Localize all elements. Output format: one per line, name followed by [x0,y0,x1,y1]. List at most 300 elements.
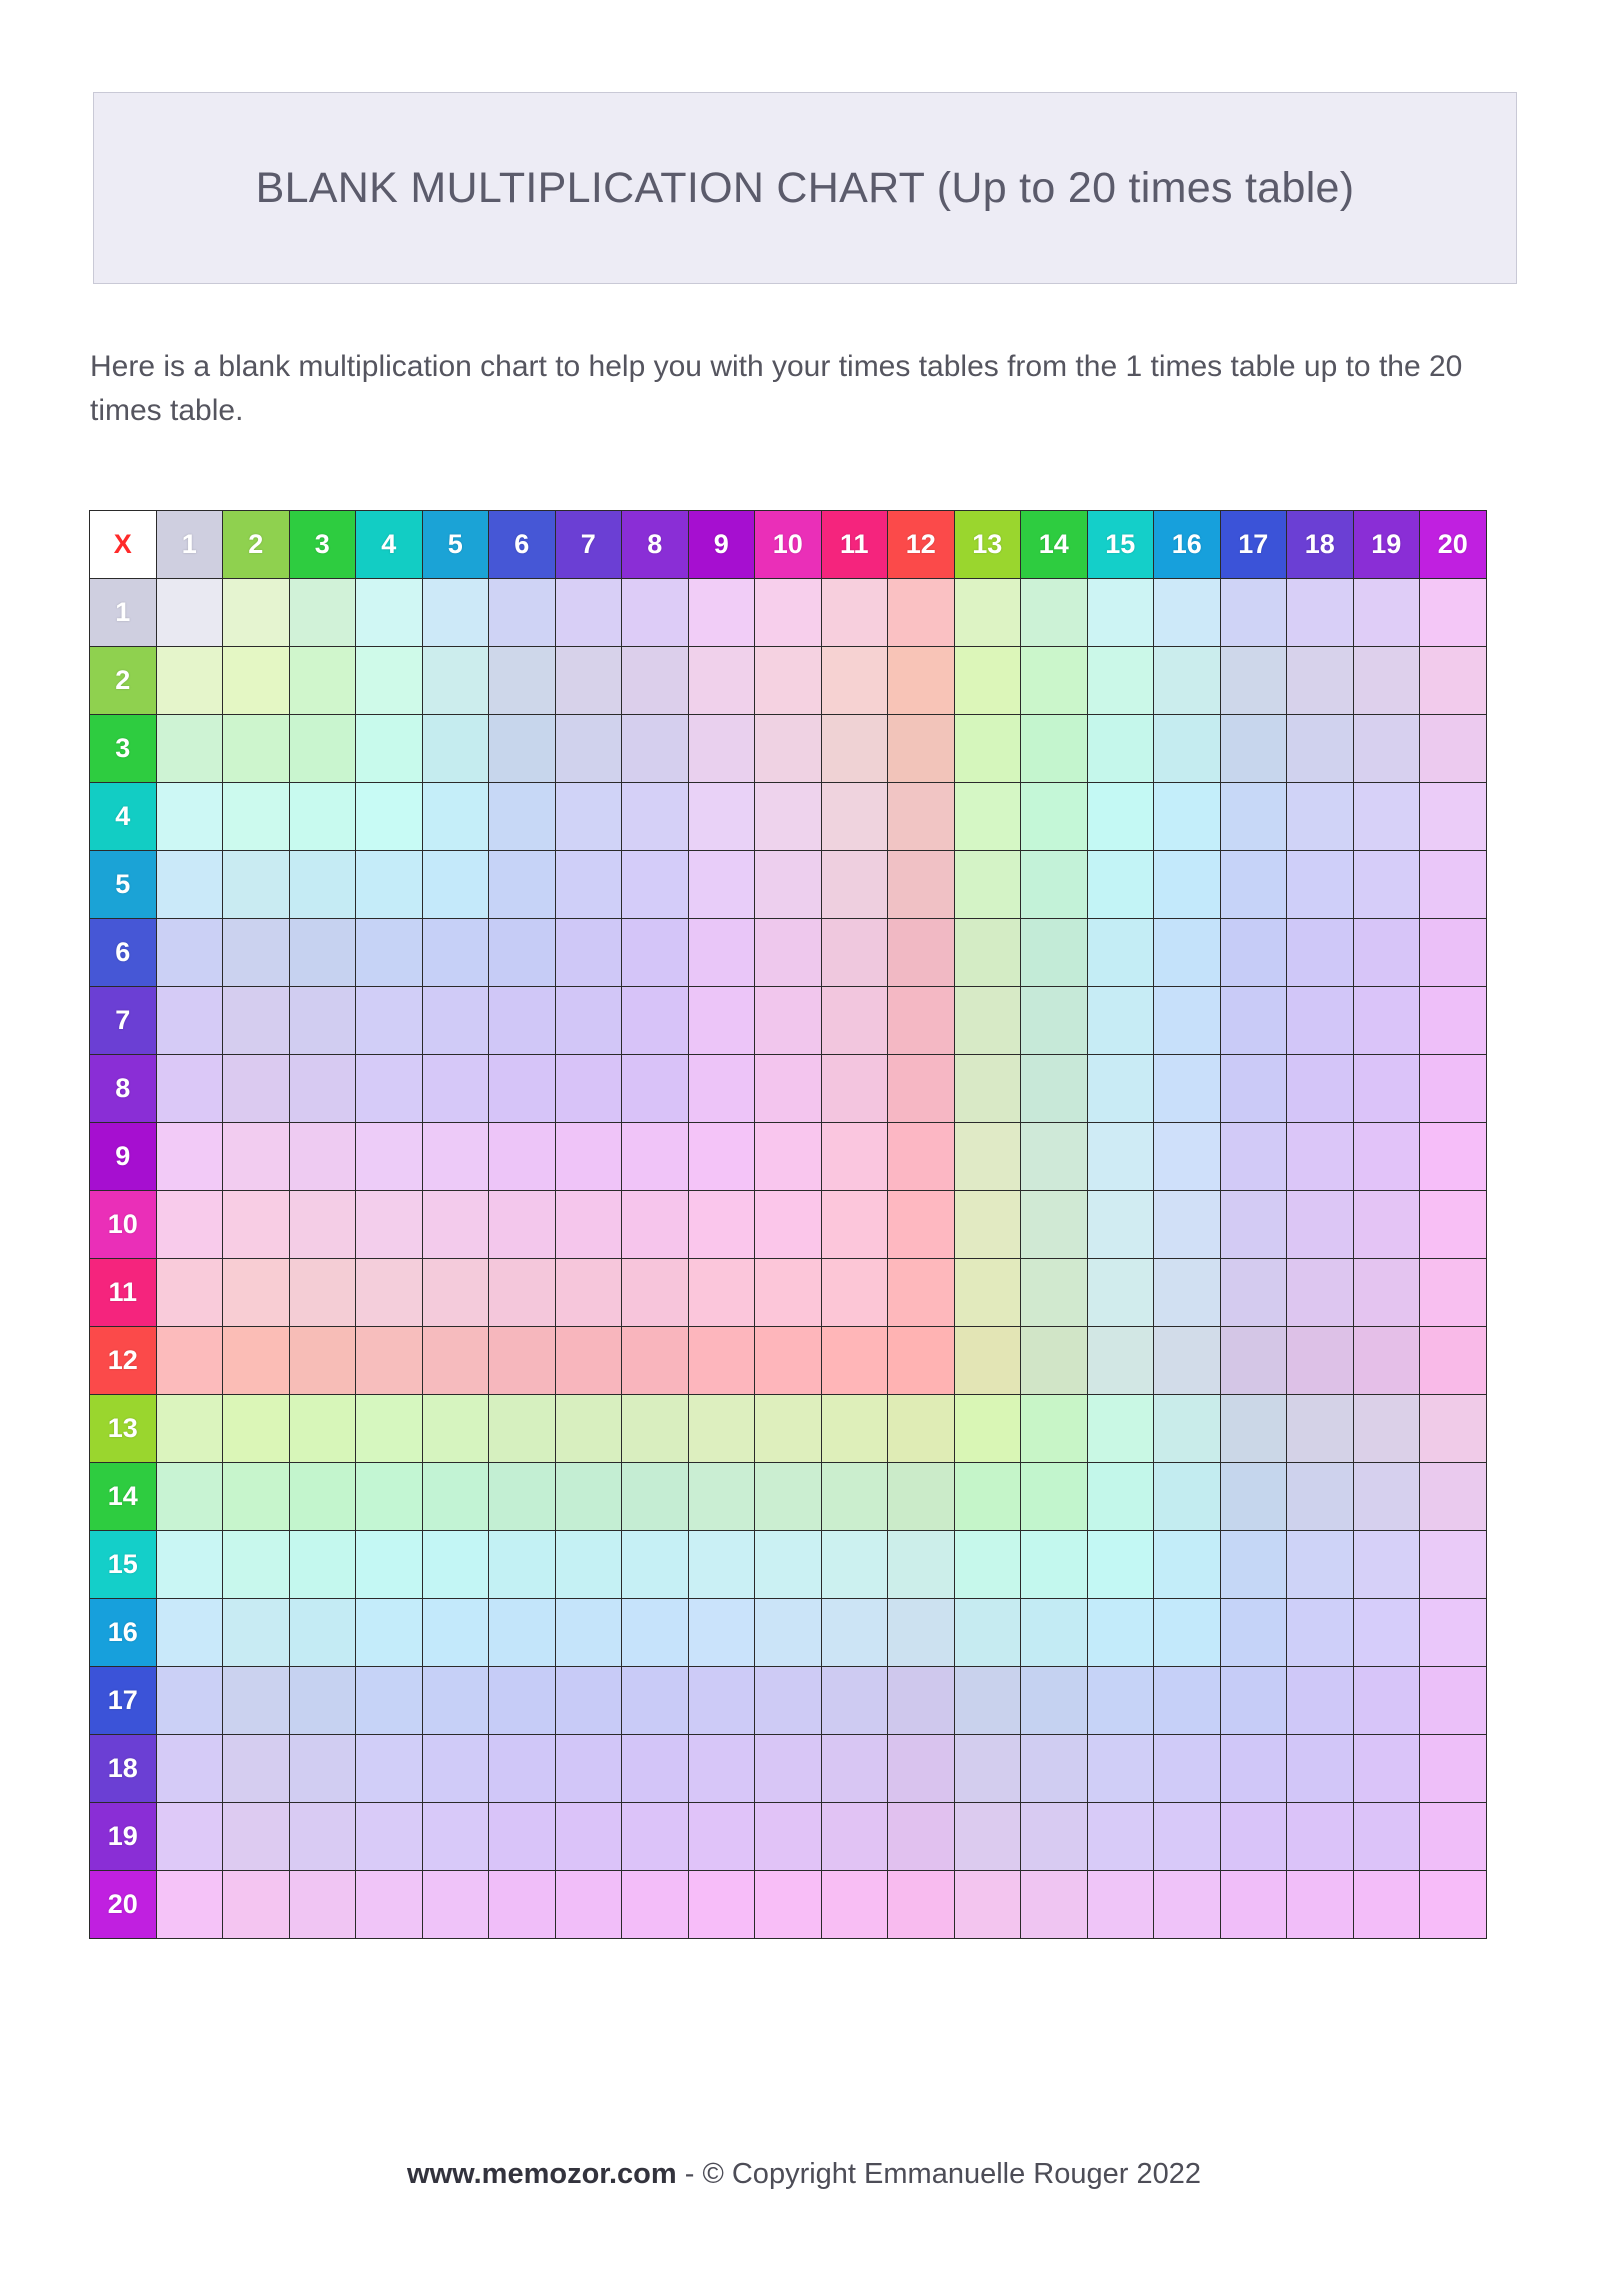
answer-cell-r14-c6[interactable] [489,1463,556,1531]
answer-cell-r9-c15[interactable] [1087,1123,1154,1191]
answer-cell-r2-c13[interactable] [954,647,1021,715]
answer-cell-r8-c10[interactable] [755,1055,822,1123]
answer-cell-r3-c16[interactable] [1154,715,1221,783]
answer-cell-r13-c15[interactable] [1087,1395,1154,1463]
answer-cell-r4-c1[interactable] [156,783,223,851]
answer-cell-r19-c17[interactable] [1220,1803,1287,1871]
answer-cell-r6-c16[interactable] [1154,919,1221,987]
answer-cell-r4-c6[interactable] [489,783,556,851]
answer-cell-r4-c3[interactable] [289,783,356,851]
answer-cell-r9-c16[interactable] [1154,1123,1221,1191]
answer-cell-r19-c7[interactable] [555,1803,622,1871]
answer-cell-r15-c18[interactable] [1287,1531,1354,1599]
answer-cell-r5-c2[interactable] [223,851,290,919]
answer-cell-r5-c5[interactable] [422,851,489,919]
answer-cell-r5-c18[interactable] [1287,851,1354,919]
answer-cell-r14-c2[interactable] [223,1463,290,1531]
answer-cell-r7-c12[interactable] [888,987,955,1055]
answer-cell-r1-c20[interactable] [1420,579,1487,647]
answer-cell-r8-c15[interactable] [1087,1055,1154,1123]
answer-cell-r9-c18[interactable] [1287,1123,1354,1191]
answer-cell-r8-c18[interactable] [1287,1055,1354,1123]
answer-cell-r5-c13[interactable] [954,851,1021,919]
answer-cell-r14-c18[interactable] [1287,1463,1354,1531]
answer-cell-r15-c15[interactable] [1087,1531,1154,1599]
answer-cell-r2-c16[interactable] [1154,647,1221,715]
answer-cell-r4-c4[interactable] [356,783,423,851]
answer-cell-r19-c18[interactable] [1287,1803,1354,1871]
answer-cell-r2-c12[interactable] [888,647,955,715]
answer-cell-r12-c11[interactable] [821,1327,888,1395]
answer-cell-r12-c9[interactable] [688,1327,755,1395]
answer-cell-r16-c16[interactable] [1154,1599,1221,1667]
answer-cell-r16-c9[interactable] [688,1599,755,1667]
answer-cell-r1-c2[interactable] [223,579,290,647]
answer-cell-r10-c1[interactable] [156,1191,223,1259]
answer-cell-r1-c11[interactable] [821,579,888,647]
answer-cell-r3-c15[interactable] [1087,715,1154,783]
answer-cell-r4-c11[interactable] [821,783,888,851]
answer-cell-r14-c16[interactable] [1154,1463,1221,1531]
answer-cell-r1-c6[interactable] [489,579,556,647]
answer-cell-r16-c10[interactable] [755,1599,822,1667]
answer-cell-r8-c17[interactable] [1220,1055,1287,1123]
answer-cell-r4-c7[interactable] [555,783,622,851]
answer-cell-r10-c9[interactable] [688,1191,755,1259]
answer-cell-r6-c10[interactable] [755,919,822,987]
answer-cell-r1-c9[interactable] [688,579,755,647]
answer-cell-r13-c9[interactable] [688,1395,755,1463]
answer-cell-r8-c19[interactable] [1353,1055,1420,1123]
answer-cell-r16-c17[interactable] [1220,1599,1287,1667]
answer-cell-r2-c7[interactable] [555,647,622,715]
answer-cell-r18-c16[interactable] [1154,1735,1221,1803]
answer-cell-r20-c11[interactable] [821,1871,888,1939]
answer-cell-r9-c19[interactable] [1353,1123,1420,1191]
answer-cell-r18-c17[interactable] [1220,1735,1287,1803]
answer-cell-r3-c13[interactable] [954,715,1021,783]
answer-cell-r3-c20[interactable] [1420,715,1487,783]
answer-cell-r3-c10[interactable] [755,715,822,783]
answer-cell-r17-c10[interactable] [755,1667,822,1735]
answer-cell-r19-c14[interactable] [1021,1803,1088,1871]
answer-cell-r9-c4[interactable] [356,1123,423,1191]
answer-cell-r8-c1[interactable] [156,1055,223,1123]
answer-cell-r7-c20[interactable] [1420,987,1487,1055]
answer-cell-r18-c15[interactable] [1087,1735,1154,1803]
answer-cell-r11-c9[interactable] [688,1259,755,1327]
answer-cell-r18-c13[interactable] [954,1735,1021,1803]
answer-cell-r17-c6[interactable] [489,1667,556,1735]
answer-cell-r18-c1[interactable] [156,1735,223,1803]
answer-cell-r3-c3[interactable] [289,715,356,783]
answer-cell-r6-c7[interactable] [555,919,622,987]
answer-cell-r10-c19[interactable] [1353,1191,1420,1259]
answer-cell-r2-c18[interactable] [1287,647,1354,715]
answer-cell-r20-c16[interactable] [1154,1871,1221,1939]
answer-cell-r9-c6[interactable] [489,1123,556,1191]
answer-cell-r18-c18[interactable] [1287,1735,1354,1803]
answer-cell-r1-c10[interactable] [755,579,822,647]
answer-cell-r2-c9[interactable] [688,647,755,715]
answer-cell-r14-c12[interactable] [888,1463,955,1531]
answer-cell-r17-c19[interactable] [1353,1667,1420,1735]
answer-cell-r3-c7[interactable] [555,715,622,783]
answer-cell-r13-c7[interactable] [555,1395,622,1463]
answer-cell-r9-c11[interactable] [821,1123,888,1191]
answer-cell-r10-c12[interactable] [888,1191,955,1259]
answer-cell-r4-c2[interactable] [223,783,290,851]
answer-cell-r2-c2[interactable] [223,647,290,715]
answer-cell-r12-c2[interactable] [223,1327,290,1395]
answer-cell-r6-c18[interactable] [1287,919,1354,987]
answer-cell-r5-c3[interactable] [289,851,356,919]
answer-cell-r4-c19[interactable] [1353,783,1420,851]
answer-cell-r16-c19[interactable] [1353,1599,1420,1667]
answer-cell-r13-c12[interactable] [888,1395,955,1463]
answer-cell-r16-c11[interactable] [821,1599,888,1667]
answer-cell-r20-c17[interactable] [1220,1871,1287,1939]
answer-cell-r9-c5[interactable] [422,1123,489,1191]
answer-cell-r7-c11[interactable] [821,987,888,1055]
answer-cell-r6-c17[interactable] [1220,919,1287,987]
answer-cell-r1-c8[interactable] [622,579,689,647]
answer-cell-r1-c1[interactable] [156,579,223,647]
answer-cell-r17-c2[interactable] [223,1667,290,1735]
answer-cell-r7-c8[interactable] [622,987,689,1055]
answer-cell-r11-c10[interactable] [755,1259,822,1327]
answer-cell-r12-c17[interactable] [1220,1327,1287,1395]
answer-cell-r10-c10[interactable] [755,1191,822,1259]
answer-cell-r13-c20[interactable] [1420,1395,1487,1463]
answer-cell-r8-c3[interactable] [289,1055,356,1123]
answer-cell-r20-c1[interactable] [156,1871,223,1939]
answer-cell-r17-c14[interactable] [1021,1667,1088,1735]
answer-cell-r4-c18[interactable] [1287,783,1354,851]
answer-cell-r7-c7[interactable] [555,987,622,1055]
answer-cell-r13-c4[interactable] [356,1395,423,1463]
answer-cell-r6-c14[interactable] [1021,919,1088,987]
answer-cell-r19-c4[interactable] [356,1803,423,1871]
answer-cell-r5-c16[interactable] [1154,851,1221,919]
answer-cell-r8-c9[interactable] [688,1055,755,1123]
answer-cell-r10-c7[interactable] [555,1191,622,1259]
answer-cell-r11-c4[interactable] [356,1259,423,1327]
answer-cell-r7-c15[interactable] [1087,987,1154,1055]
answer-cell-r15-c9[interactable] [688,1531,755,1599]
answer-cell-r16-c1[interactable] [156,1599,223,1667]
answer-cell-r18-c8[interactable] [622,1735,689,1803]
answer-cell-r5-c4[interactable] [356,851,423,919]
answer-cell-r5-c9[interactable] [688,851,755,919]
answer-cell-r4-c20[interactable] [1420,783,1487,851]
answer-cell-r15-c10[interactable] [755,1531,822,1599]
answer-cell-r20-c8[interactable] [622,1871,689,1939]
answer-cell-r11-c6[interactable] [489,1259,556,1327]
answer-cell-r18-c11[interactable] [821,1735,888,1803]
answer-cell-r13-c3[interactable] [289,1395,356,1463]
answer-cell-r12-c16[interactable] [1154,1327,1221,1395]
answer-cell-r15-c6[interactable] [489,1531,556,1599]
answer-cell-r3-c18[interactable] [1287,715,1354,783]
answer-cell-r5-c7[interactable] [555,851,622,919]
answer-cell-r6-c11[interactable] [821,919,888,987]
answer-cell-r6-c6[interactable] [489,919,556,987]
answer-cell-r17-c15[interactable] [1087,1667,1154,1735]
answer-cell-r3-c6[interactable] [489,715,556,783]
answer-cell-r17-c9[interactable] [688,1667,755,1735]
answer-cell-r20-c5[interactable] [422,1871,489,1939]
answer-cell-r15-c13[interactable] [954,1531,1021,1599]
answer-cell-r18-c20[interactable] [1420,1735,1487,1803]
answer-cell-r12-c1[interactable] [156,1327,223,1395]
answer-cell-r5-c11[interactable] [821,851,888,919]
answer-cell-r10-c18[interactable] [1287,1191,1354,1259]
answer-cell-r2-c15[interactable] [1087,647,1154,715]
answer-cell-r13-c19[interactable] [1353,1395,1420,1463]
answer-cell-r19-c19[interactable] [1353,1803,1420,1871]
answer-cell-r12-c19[interactable] [1353,1327,1420,1395]
answer-cell-r12-c5[interactable] [422,1327,489,1395]
answer-cell-r16-c20[interactable] [1420,1599,1487,1667]
answer-cell-r11-c15[interactable] [1087,1259,1154,1327]
answer-cell-r12-c20[interactable] [1420,1327,1487,1395]
answer-cell-r7-c13[interactable] [954,987,1021,1055]
answer-cell-r15-c2[interactable] [223,1531,290,1599]
answer-cell-r19-c1[interactable] [156,1803,223,1871]
answer-cell-r20-c7[interactable] [555,1871,622,1939]
answer-cell-r11-c8[interactable] [622,1259,689,1327]
answer-cell-r20-c20[interactable] [1420,1871,1487,1939]
answer-cell-r16-c2[interactable] [223,1599,290,1667]
answer-cell-r17-c4[interactable] [356,1667,423,1735]
answer-cell-r10-c15[interactable] [1087,1191,1154,1259]
answer-cell-r13-c13[interactable] [954,1395,1021,1463]
answer-cell-r14-c20[interactable] [1420,1463,1487,1531]
answer-cell-r18-c9[interactable] [688,1735,755,1803]
answer-cell-r13-c17[interactable] [1220,1395,1287,1463]
answer-cell-r4-c13[interactable] [954,783,1021,851]
answer-cell-r7-c3[interactable] [289,987,356,1055]
answer-cell-r3-c5[interactable] [422,715,489,783]
answer-cell-r16-c13[interactable] [954,1599,1021,1667]
answer-cell-r14-c7[interactable] [555,1463,622,1531]
answer-cell-r9-c10[interactable] [755,1123,822,1191]
answer-cell-r11-c5[interactable] [422,1259,489,1327]
answer-cell-r14-c14[interactable] [1021,1463,1088,1531]
answer-cell-r11-c18[interactable] [1287,1259,1354,1327]
answer-cell-r9-c3[interactable] [289,1123,356,1191]
answer-cell-r14-c9[interactable] [688,1463,755,1531]
answer-cell-r19-c11[interactable] [821,1803,888,1871]
answer-cell-r14-c10[interactable] [755,1463,822,1531]
answer-cell-r5-c10[interactable] [755,851,822,919]
answer-cell-r6-c3[interactable] [289,919,356,987]
answer-cell-r10-c16[interactable] [1154,1191,1221,1259]
answer-cell-r18-c14[interactable] [1021,1735,1088,1803]
answer-cell-r19-c9[interactable] [688,1803,755,1871]
answer-cell-r10-c11[interactable] [821,1191,888,1259]
answer-cell-r2-c19[interactable] [1353,647,1420,715]
answer-cell-r3-c2[interactable] [223,715,290,783]
answer-cell-r15-c17[interactable] [1220,1531,1287,1599]
answer-cell-r15-c11[interactable] [821,1531,888,1599]
answer-cell-r16-c18[interactable] [1287,1599,1354,1667]
answer-cell-r7-c5[interactable] [422,987,489,1055]
answer-cell-r11-c1[interactable] [156,1259,223,1327]
answer-cell-r12-c14[interactable] [1021,1327,1088,1395]
answer-cell-r9-c8[interactable] [622,1123,689,1191]
answer-cell-r8-c20[interactable] [1420,1055,1487,1123]
answer-cell-r11-c13[interactable] [954,1259,1021,1327]
answer-cell-r7-c14[interactable] [1021,987,1088,1055]
answer-cell-r12-c6[interactable] [489,1327,556,1395]
answer-cell-r6-c20[interactable] [1420,919,1487,987]
answer-cell-r4-c12[interactable] [888,783,955,851]
answer-cell-r20-c19[interactable] [1353,1871,1420,1939]
answer-cell-r5-c14[interactable] [1021,851,1088,919]
answer-cell-r20-c3[interactable] [289,1871,356,1939]
answer-cell-r5-c8[interactable] [622,851,689,919]
answer-cell-r19-c20[interactable] [1420,1803,1487,1871]
answer-cell-r7-c10[interactable] [755,987,822,1055]
answer-cell-r14-c3[interactable] [289,1463,356,1531]
answer-cell-r15-c20[interactable] [1420,1531,1487,1599]
answer-cell-r16-c7[interactable] [555,1599,622,1667]
answer-cell-r2-c10[interactable] [755,647,822,715]
answer-cell-r5-c12[interactable] [888,851,955,919]
answer-cell-r18-c6[interactable] [489,1735,556,1803]
answer-cell-r7-c9[interactable] [688,987,755,1055]
answer-cell-r15-c1[interactable] [156,1531,223,1599]
answer-cell-r20-c13[interactable] [954,1871,1021,1939]
answer-cell-r1-c3[interactable] [289,579,356,647]
answer-cell-r15-c16[interactable] [1154,1531,1221,1599]
answer-cell-r2-c6[interactable] [489,647,556,715]
answer-cell-r8-c7[interactable] [555,1055,622,1123]
answer-cell-r10-c2[interactable] [223,1191,290,1259]
answer-cell-r1-c7[interactable] [555,579,622,647]
answer-cell-r10-c14[interactable] [1021,1191,1088,1259]
answer-cell-r9-c17[interactable] [1220,1123,1287,1191]
answer-cell-r5-c1[interactable] [156,851,223,919]
answer-cell-r12-c4[interactable] [356,1327,423,1395]
answer-cell-r6-c12[interactable] [888,919,955,987]
answer-cell-r20-c18[interactable] [1287,1871,1354,1939]
answer-cell-r13-c14[interactable] [1021,1395,1088,1463]
answer-cell-r8-c2[interactable] [223,1055,290,1123]
answer-cell-r10-c5[interactable] [422,1191,489,1259]
answer-cell-r1-c12[interactable] [888,579,955,647]
answer-cell-r14-c13[interactable] [954,1463,1021,1531]
answer-cell-r3-c4[interactable] [356,715,423,783]
answer-cell-r15-c14[interactable] [1021,1531,1088,1599]
answer-cell-r16-c14[interactable] [1021,1599,1088,1667]
answer-cell-r20-c4[interactable] [356,1871,423,1939]
answer-cell-r17-c8[interactable] [622,1667,689,1735]
answer-cell-r18-c3[interactable] [289,1735,356,1803]
answer-cell-r12-c8[interactable] [622,1327,689,1395]
answer-cell-r10-c17[interactable] [1220,1191,1287,1259]
answer-cell-r14-c5[interactable] [422,1463,489,1531]
answer-cell-r15-c4[interactable] [356,1531,423,1599]
answer-cell-r16-c12[interactable] [888,1599,955,1667]
answer-cell-r20-c2[interactable] [223,1871,290,1939]
answer-cell-r16-c15[interactable] [1087,1599,1154,1667]
answer-cell-r7-c19[interactable] [1353,987,1420,1055]
answer-cell-r4-c17[interactable] [1220,783,1287,851]
answer-cell-r19-c3[interactable] [289,1803,356,1871]
answer-cell-r11-c7[interactable] [555,1259,622,1327]
answer-cell-r12-c13[interactable] [954,1327,1021,1395]
answer-cell-r9-c20[interactable] [1420,1123,1487,1191]
answer-cell-r17-c7[interactable] [555,1667,622,1735]
answer-cell-r3-c17[interactable] [1220,715,1287,783]
answer-cell-r11-c17[interactable] [1220,1259,1287,1327]
answer-cell-r13-c6[interactable] [489,1395,556,1463]
answer-cell-r3-c11[interactable] [821,715,888,783]
answer-cell-r19-c13[interactable] [954,1803,1021,1871]
answer-cell-r4-c10[interactable] [755,783,822,851]
answer-cell-r7-c17[interactable] [1220,987,1287,1055]
answer-cell-r12-c10[interactable] [755,1327,822,1395]
answer-cell-r2-c5[interactable] [422,647,489,715]
answer-cell-r18-c19[interactable] [1353,1735,1420,1803]
answer-cell-r3-c19[interactable] [1353,715,1420,783]
answer-cell-r8-c13[interactable] [954,1055,1021,1123]
answer-cell-r12-c15[interactable] [1087,1327,1154,1395]
answer-cell-r17-c18[interactable] [1287,1667,1354,1735]
answer-cell-r8-c5[interactable] [422,1055,489,1123]
answer-cell-r12-c3[interactable] [289,1327,356,1395]
answer-cell-r3-c8[interactable] [622,715,689,783]
answer-cell-r14-c15[interactable] [1087,1463,1154,1531]
answer-cell-r13-c16[interactable] [1154,1395,1221,1463]
answer-cell-r1-c19[interactable] [1353,579,1420,647]
answer-cell-r14-c17[interactable] [1220,1463,1287,1531]
answer-cell-r19-c6[interactable] [489,1803,556,1871]
answer-cell-r6-c15[interactable] [1087,919,1154,987]
answer-cell-r4-c15[interactable] [1087,783,1154,851]
answer-cell-r1-c13[interactable] [954,579,1021,647]
answer-cell-r20-c12[interactable] [888,1871,955,1939]
answer-cell-r8-c6[interactable] [489,1055,556,1123]
answer-cell-r15-c5[interactable] [422,1531,489,1599]
answer-cell-r7-c6[interactable] [489,987,556,1055]
answer-cell-r2-c8[interactable] [622,647,689,715]
answer-cell-r18-c4[interactable] [356,1735,423,1803]
answer-cell-r1-c4[interactable] [356,579,423,647]
answer-cell-r11-c2[interactable] [223,1259,290,1327]
answer-cell-r7-c16[interactable] [1154,987,1221,1055]
answer-cell-r18-c7[interactable] [555,1735,622,1803]
answer-cell-r19-c5[interactable] [422,1803,489,1871]
answer-cell-r20-c14[interactable] [1021,1871,1088,1939]
answer-cell-r18-c10[interactable] [755,1735,822,1803]
answer-cell-r1-c17[interactable] [1220,579,1287,647]
answer-cell-r2-c17[interactable] [1220,647,1287,715]
answer-cell-r17-c1[interactable] [156,1667,223,1735]
answer-cell-r4-c16[interactable] [1154,783,1221,851]
answer-cell-r6-c2[interactable] [223,919,290,987]
answer-cell-r11-c11[interactable] [821,1259,888,1327]
answer-cell-r2-c20[interactable] [1420,647,1487,715]
answer-cell-r11-c20[interactable] [1420,1259,1487,1327]
answer-cell-r16-c3[interactable] [289,1599,356,1667]
answer-cell-r8-c14[interactable] [1021,1055,1088,1123]
answer-cell-r6-c13[interactable] [954,919,1021,987]
answer-cell-r3-c12[interactable] [888,715,955,783]
